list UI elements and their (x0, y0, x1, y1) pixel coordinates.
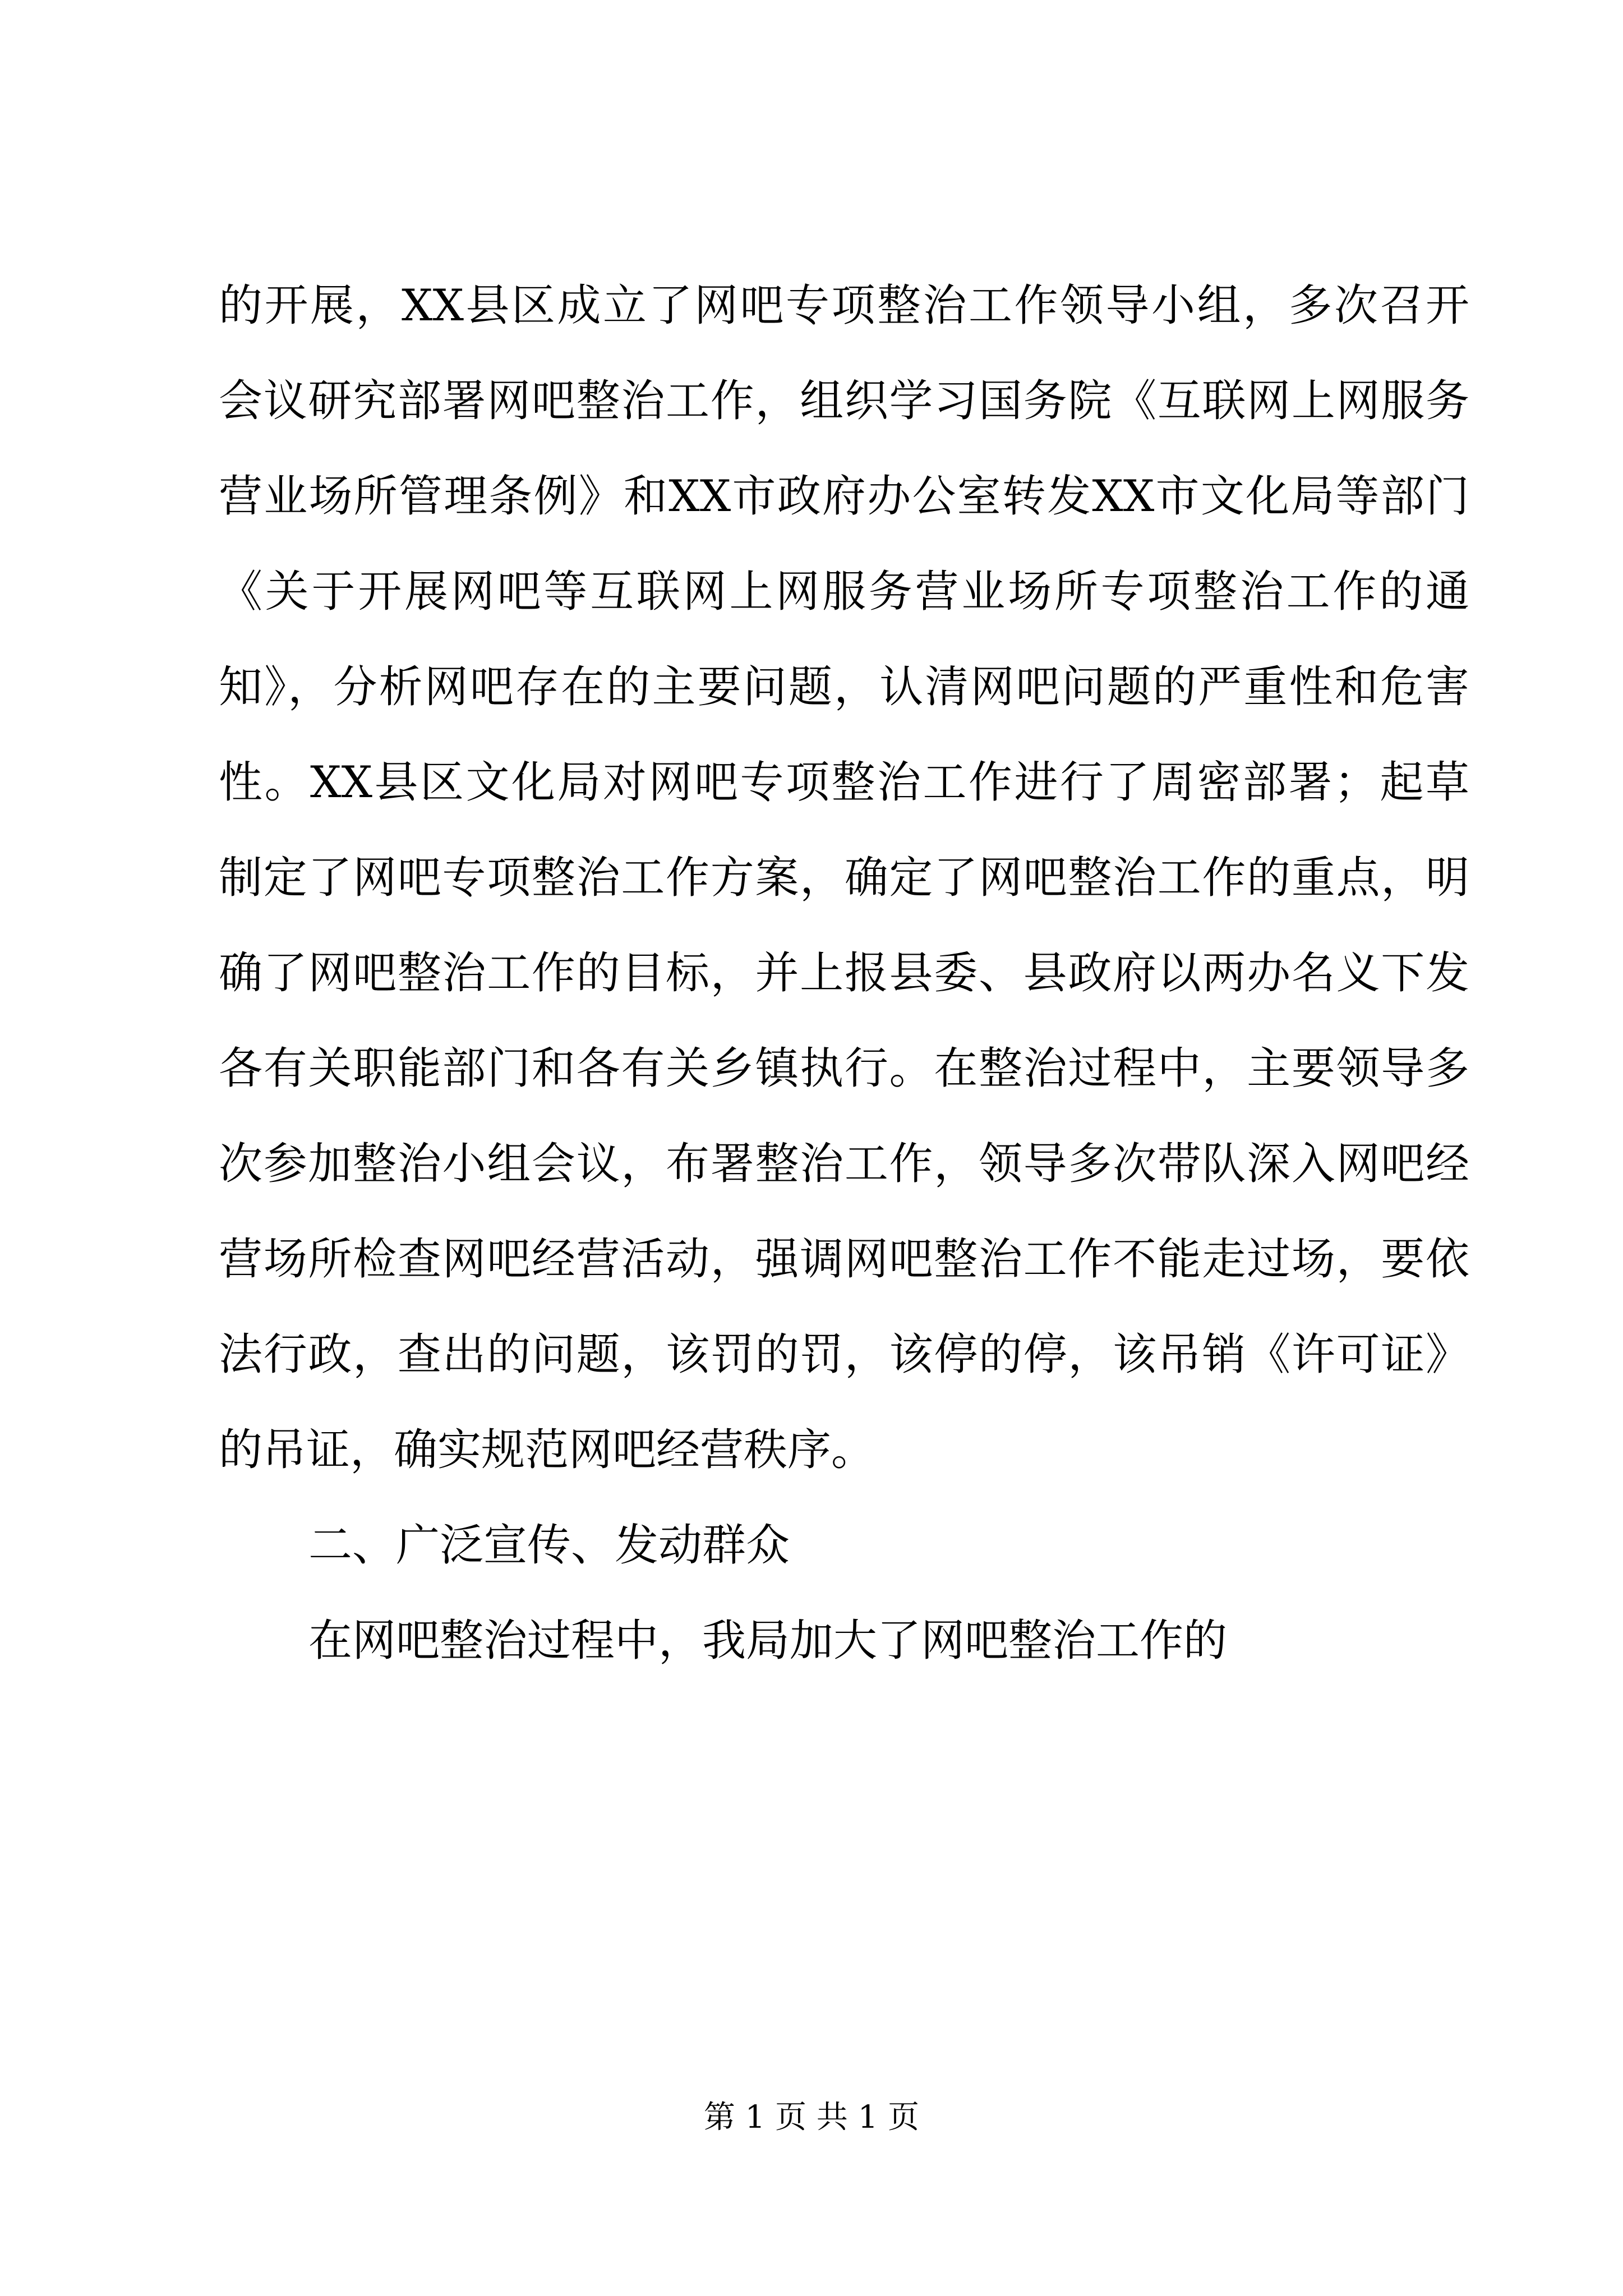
paragraph-line: 次参加整治小组会议，布署整治工作，领导多次带队深入网吧经 (219, 1139, 1469, 1189)
paragraph-line-last: 的吊证，确实规范网吧经营秩序。 (219, 1425, 875, 1475)
paragraph-line: 会议研究部署网吧整治工作，组织学习国务院《互联网上网服务 (219, 376, 1469, 426)
paragraph-start: 在网吧整治过程中，我局加大了网吧整治工作的 (308, 1616, 1228, 1666)
paragraph-line: 制定了网吧专项整治工作方案，确定了网吧整治工作的重点，明 (219, 853, 1469, 903)
paragraph-line: 确了网吧整治工作的目标，并上报县委、县政府以两办名义下发 (219, 948, 1469, 999)
paragraph-line: 《关于开展网吧等互联网上网服务营业场所专项整治工作的通 (219, 567, 1469, 617)
paragraph-line: 知》，分析网吧存在的主要问题，认清网吧问题的严重性和危害 (219, 662, 1469, 712)
paragraph-line: 营业场所管理条例》和XX市政府办公室转发XX市文化局等部门 (219, 471, 1469, 522)
section-heading: 二、广泛宣传、发动群众 (308, 1520, 790, 1571)
document-body (219, 258, 1469, 1688)
paragraph-line: 的开展，XX县区成立了网吧专项整治工作领导小组，多次召开 (219, 280, 1469, 331)
paragraph-line: 营场所检查网吧经营活动，强调网吧整治工作不能走过场，要依 (219, 1234, 1469, 1285)
paragraph-line: 法行政，查出的问题，该罚的罚，该停的停，该吊销《许可证》 (219, 1329, 1469, 1380)
page-number-footer: 第 1 页 共 1 页 (703, 2099, 920, 2136)
paragraph-line: 各有关职能部门和各有关乡镇执行。在整治过程中，主要领导多 (219, 1043, 1469, 1094)
paragraph-line: 性。XX县区文化局对网吧专项整治工作进行了周密部署；起草 (219, 757, 1469, 808)
